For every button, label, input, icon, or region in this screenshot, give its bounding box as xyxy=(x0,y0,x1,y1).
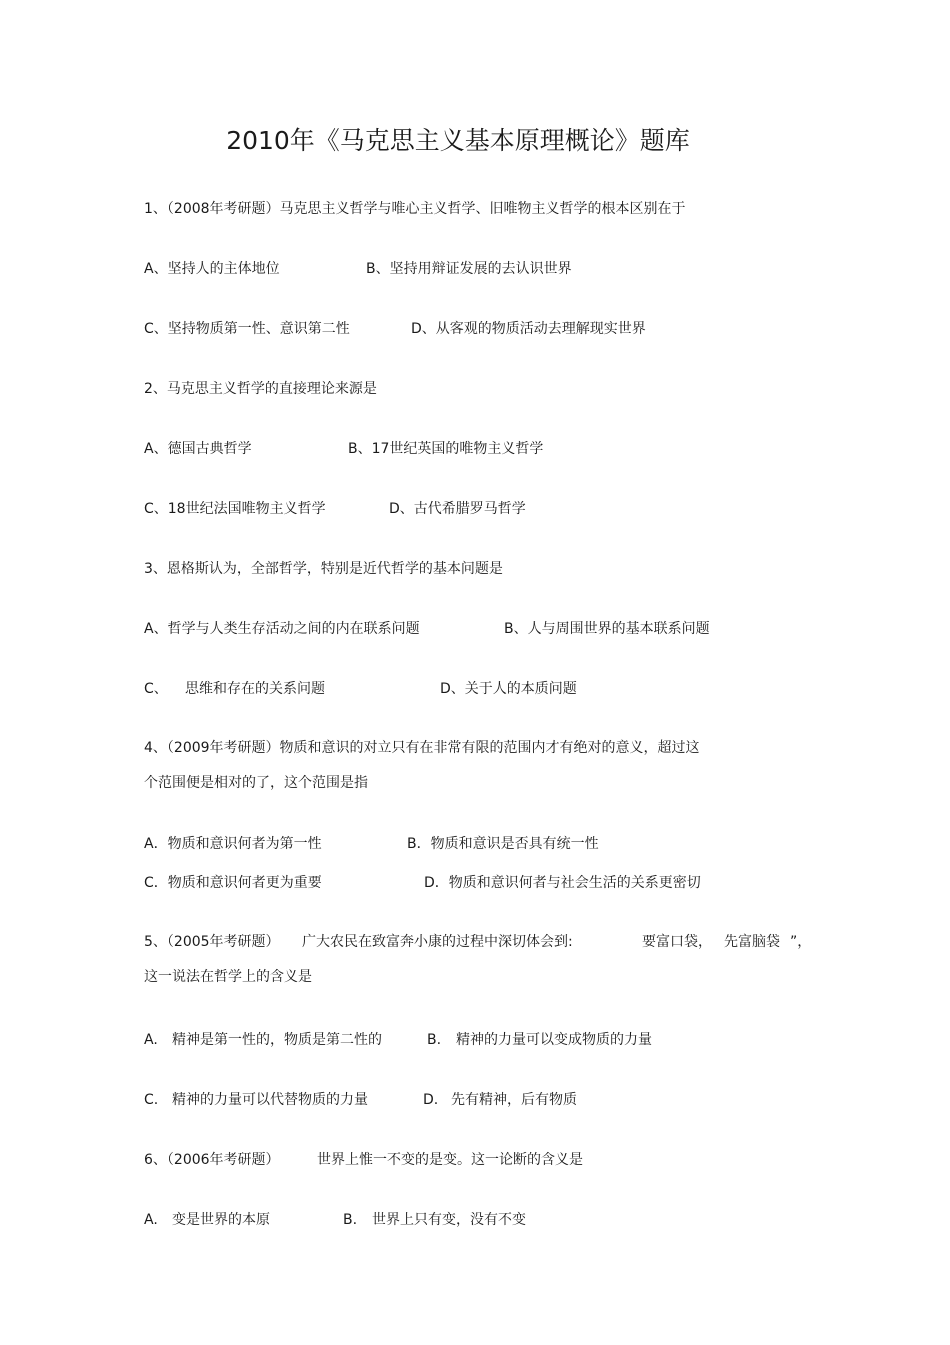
question-2-option-b: B、17世纪英国的唯物主义哲学 xyxy=(348,441,544,457)
question-5-option-c-text: 精神的力量可以代替物质的力量 xyxy=(172,1092,368,1108)
question-5-stem-quote-1: 要富口袋， xyxy=(642,934,712,950)
question-2-option-a: A、德国古典哲学 xyxy=(144,441,252,457)
question-2-stem: 2、马克思主义哲学的直接理论来源是 xyxy=(144,381,377,397)
question-3-option-c-label: C、 xyxy=(144,681,168,697)
question-4-option-a: A．物质和意识何者为第一性 xyxy=(144,836,322,852)
question-1-stem: 1、（2008年考研题）马克思主义哲学与唯心主义哲学、旧唯物主义哲学的根本区别在于 xyxy=(144,201,686,217)
question-6-option-a-text: 变是世界的本原 xyxy=(172,1212,270,1228)
question-4-stem-line-2: 个范围便是相对的了，这个范围是指 xyxy=(144,775,368,791)
question-6-stem-prefix: 6、（2006年考研题） xyxy=(144,1152,280,1168)
question-6-option-a-label: A. xyxy=(144,1212,158,1228)
question-5-option-b-text: 精神的力量可以变成物质的力量 xyxy=(456,1032,652,1048)
question-6-option-b-label: B. xyxy=(343,1212,358,1228)
question-3-stem: 3、恩格斯认为，全部哲学，特别是近代哲学的基本问题是 xyxy=(144,561,503,577)
question-5-option-c-label: C. xyxy=(144,1092,159,1108)
question-5-stem-main: 广大农民在致富奔小康的过程中深切体会到: xyxy=(302,934,573,950)
question-4-option-b: B．物质和意识是否具有统一性 xyxy=(407,836,599,852)
question-3-option-a: A、哲学与人类生存活动之间的内在联系问题 xyxy=(144,621,420,637)
document-title: 2010年《马克思主义基本原理概论》题库 xyxy=(226,126,690,155)
question-5-stem-prefix: 5、（2005年考研题） xyxy=(144,934,280,950)
question-1-option-c: C、坚持物质第一性、意识第二性 xyxy=(144,321,350,337)
question-3-option-d: D、关于人的本质问题 xyxy=(440,681,577,697)
question-5-option-d-text: 先有精神，后有物质 xyxy=(451,1092,577,1108)
question-1-option-a: A、坚持人的主体地位 xyxy=(144,261,280,277)
question-1-option-b: B、坚持用辩证发展的去认识世界 xyxy=(366,261,572,277)
question-4-option-c: C．物质和意识何者更为重要 xyxy=(144,875,322,891)
question-3-option-b: B、人与周围世界的基本联系问题 xyxy=(504,621,710,637)
question-5-stem-quote-2: 先富脑袋 xyxy=(724,934,780,950)
question-6-stem-main: 世界上惟一不变的是变。这一论断的含义是 xyxy=(317,1152,583,1168)
question-3-option-c-text: 思维和存在的关系问题 xyxy=(185,681,325,697)
question-5-option-b-label: B. xyxy=(427,1032,442,1048)
question-5-stem-line-2: 这一说法在哲学上的含义是 xyxy=(144,969,312,985)
question-4-option-d: D．物质和意识何者与社会生活的关系更密切 xyxy=(424,875,701,891)
question-5-stem-quote-end: ”， xyxy=(790,934,812,950)
question-1-option-d: D、从客观的物质活动去理解现实世界 xyxy=(411,321,646,337)
question-2-option-c: C、18世纪法国唯物主义哲学 xyxy=(144,501,326,517)
question-5-option-a-text: 精神是第一性的，物质是第二性的 xyxy=(172,1032,382,1048)
question-4-stem-line-1: 4、（2009年考研题）物质和意识的对立只有在非常有限的范围内才有绝对的意义，超过这 xyxy=(144,740,700,756)
question-2-option-d: D、古代希腊罗马哲学 xyxy=(389,501,526,517)
question-6-option-b-text: 世界上只有变，没有不变 xyxy=(372,1212,526,1228)
question-5-option-d-label: D. xyxy=(423,1092,439,1108)
question-5-option-a-label: A. xyxy=(144,1032,158,1048)
